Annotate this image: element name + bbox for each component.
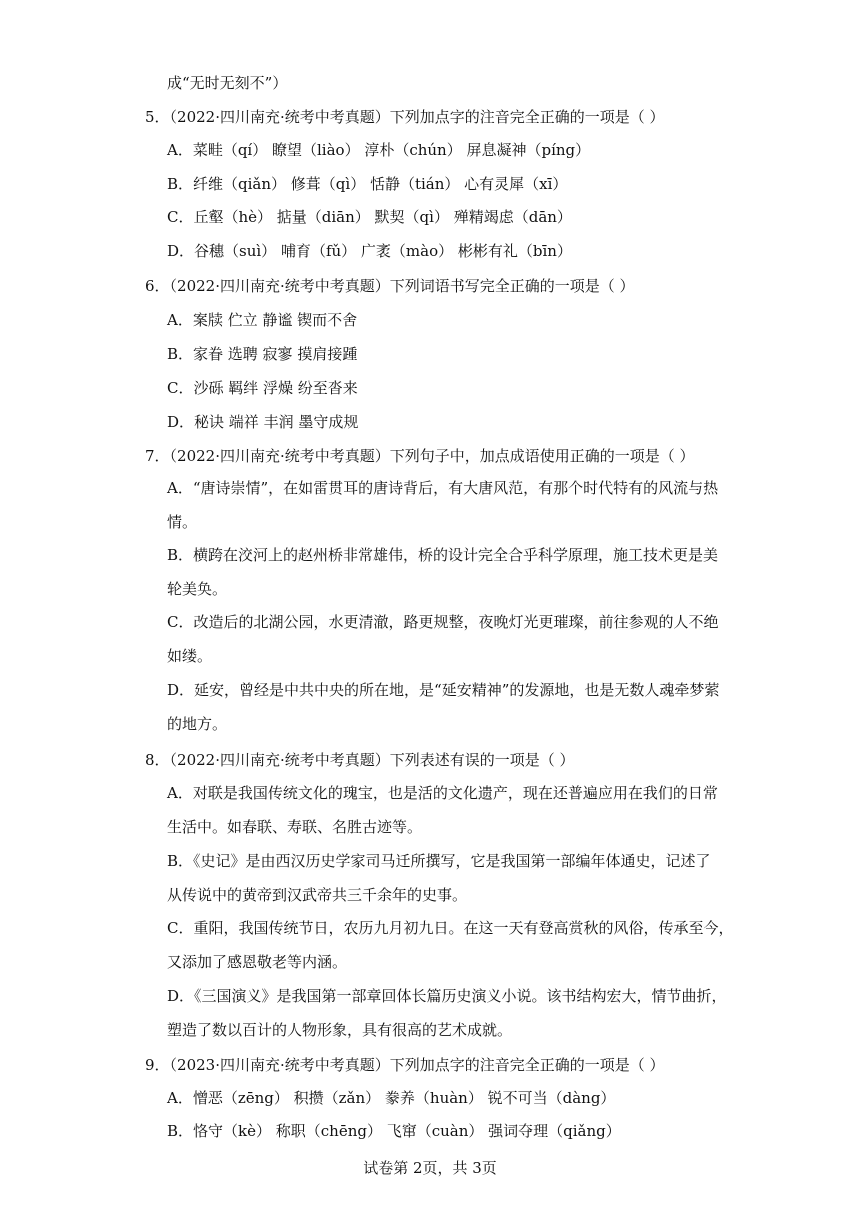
question-stem: 8．（2022·四川南充·统考中考真题）下列表述有误的一项是（ ） bbox=[145, 751, 575, 769]
answer-option: D．延安，曾经是中共中央的所在地，是“延安精神”的发源地，也是无数人魂牵梦萦 bbox=[167, 681, 720, 699]
answer-option: C．重阳，我国传统节日，农历九月初九日。在这一天有登高赏秋的风俗，传承至今， bbox=[167, 919, 734, 937]
answer-option: A．案牍 伫立 静谧 锲而不舍 bbox=[167, 311, 358, 329]
answer-option: A．“唐诗崇情”，在如雷贯耳的唐诗背后，有大唐风范，有那个时代特有的风流与热 bbox=[167, 479, 719, 497]
question-stem: 6．（2022·四川南充·统考中考真题）下列词语书写完全正确的一项是（ ） bbox=[145, 277, 635, 295]
text-continuation: 塑造了数以百计的人物形象，具有很高的艺术成就。 bbox=[167, 1021, 513, 1039]
question-stem: 5．（2022·四川南充·统考中考真题）下列加点字的注音完全正确的一项是（ ） bbox=[145, 108, 665, 126]
answer-option: A．憎恶（zēng） 积攒（zǎn） 豢养（huàn） 锐不可当（dàng） bbox=[167, 1089, 616, 1107]
text-continuation: 生活中。如春联、寿联、名胜古迹等。 bbox=[167, 818, 423, 836]
text-continuation: 从传说中的黄帝到汉武帝共三千余年的史事。 bbox=[167, 886, 468, 904]
text-continuation: 如缕。 bbox=[167, 647, 213, 665]
question-stem: 9．（2023·四川南充·统考中考真题）下列加点字的注音完全正确的一项是（ ） bbox=[145, 1056, 665, 1074]
text-continuation: 的地方。 bbox=[167, 715, 228, 733]
answer-option: A．菜畦（qí） 瞭望（liào） 淳朴（chún） 屏息凝神（píng） bbox=[167, 141, 591, 159]
answer-option: D．秘诀 端祥 丰润 墨守成规 bbox=[167, 413, 359, 431]
answer-option: B．恪守（kè） 称职（chēng） 飞窜（cuàn） 强词夺理（qiǎng） bbox=[167, 1122, 621, 1140]
answer-option: B．纤维（qiǎn） 修葺（qì） 恬静（tián） 心有灵犀（xī） bbox=[167, 175, 568, 193]
answer-option: A．对联是我国传统文化的瑰宝，也是活的文化遗产，现在还普遍应用在我们的日常 bbox=[167, 784, 718, 802]
page-footer: 试卷第 2页，共 3页 bbox=[363, 1159, 497, 1177]
text-continuation: 情。 bbox=[167, 513, 198, 531]
answer-option: D．《三国演义》是我国第一部章回体长篇历史演义小说。该书结构宏大，情节曲折， bbox=[167, 987, 727, 1005]
text-continuation: 成“无时无刻不”） bbox=[167, 74, 288, 92]
answer-option: C．丘壑（hè） 掂量（diān） 默契（qì） 殚精竭虑（dān） bbox=[167, 208, 572, 226]
answer-option: B．横跨在洨河上的赵州桥非常雄伟，桥的设计完全合乎科学原理，施工技术更是美 bbox=[167, 546, 719, 564]
answer-option: B．家眷 选聘 寂寥 摸肩接踵 bbox=[167, 345, 358, 363]
answer-option: B．《史记》是由西汉历史学家司马迁所撰写，它是我国第一部编年体通史，记述了 bbox=[167, 852, 711, 870]
answer-option: D．谷穗（suì） 哺育（fǔ） 广袤（mào） 彬彬有礼（bīn） bbox=[167, 242, 572, 260]
text-continuation: 轮美奂。 bbox=[167, 580, 228, 598]
text-continuation: 又添加了感恩敬老等内涵。 bbox=[167, 953, 348, 971]
answer-option: C．改造后的北湖公园，水更清澈，路更规整，夜晚灯光更璀璨，前往参观的人不绝 bbox=[167, 613, 719, 631]
question-stem: 7．（2022·四川南充·统考中考真题）下列句子中，加点成语使用正确的一项是（ ） bbox=[145, 447, 695, 465]
answer-option: C．沙砾 羁绊 浮燥 纷至沓来 bbox=[167, 379, 358, 397]
